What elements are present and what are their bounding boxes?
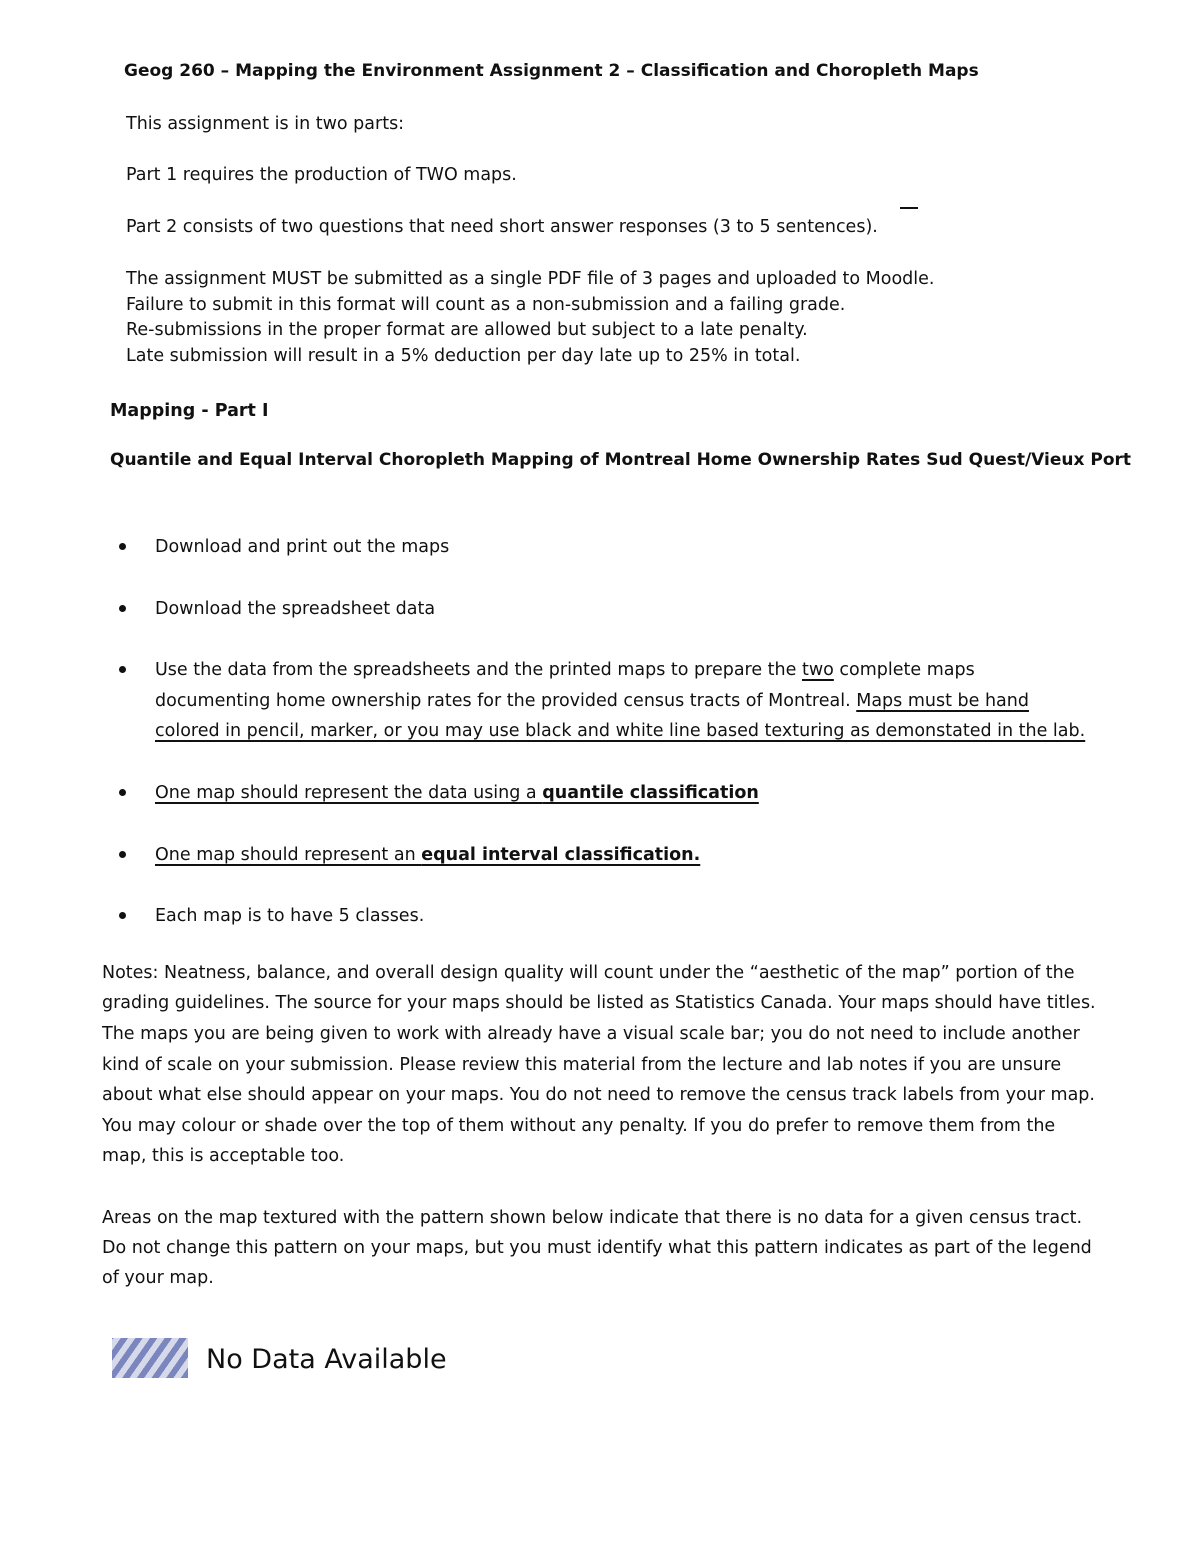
part2-description: Part 2 consists of two questions that need short answer responses (3 to 5 sentences). [126, 217, 878, 237]
bullet-quantile: One map should represent the data using a quantile classification [155, 783, 759, 803]
areas-line: of your map. [102, 1268, 214, 1288]
notes-line: Notes: Neatness, balance, and overall design quality will count under the “aesthetic of the map” portion of the [102, 963, 1075, 983]
bullet-dot [119, 912, 126, 919]
section-subheading: Quantile and Equal Interval Choropleth Mapping of Montreal Home Ownership Rates Sud Quest/Vieux Port [110, 450, 1132, 470]
notes-line: You may colour or shade over the top of them without any penalty. If you do prefer to remove them from the [102, 1116, 1056, 1136]
submission-line-2: Failure to submit in this format will count as a non-submission and a failing grade. [126, 295, 846, 315]
notes-line: kind of scale on your submission. Please review this material from the lecture and lab notes if you are unsure [102, 1055, 1062, 1075]
bullet-download-maps: Download and print out the maps [155, 537, 450, 557]
areas-line: Areas on the map textured with the pattern shown below indicate that there is no data for a given census tract. [102, 1208, 1083, 1228]
notes-line: grading guidelines. The source for your maps should be listed as Statistics Canada. Your maps should have titles. [102, 993, 1096, 1013]
intro-line: This assignment is in two parts: [126, 114, 405, 134]
bullet-download-spreadsheet: Download the spreadsheet data [155, 599, 436, 619]
stray-dash [900, 207, 918, 209]
submission-line-1: The assignment MUST be submitted as a single PDF file of 3 pages and uploaded to Moodle. [126, 269, 935, 289]
notes-line: about what else should appear on your maps. You do not need to remove the census track labels from your map. [102, 1085, 1095, 1105]
submission-line-4: Late submission will result in a 5% deduction per day late up to 25% in total. [126, 346, 801, 366]
notes-line: map, this is acceptable too. [102, 1146, 345, 1166]
no-data-label: No Data Available [206, 1344, 447, 1375]
bullet-dot [119, 789, 126, 796]
bullet-dot [119, 666, 126, 673]
bullet-use-data-line-1: Use the data from the spreadsheets and the printed maps to prepare the two complete maps [155, 660, 975, 680]
notes-line: The maps you are being given to work with already have a visual scale bar; you do not need to include another [102, 1024, 1080, 1044]
document-title: Geog 260 – Mapping the Environment Assignment 2 – Classification and Choropleth Maps [124, 61, 979, 81]
areas-line: Do not change this pattern on your maps, but you must identify what this pattern indicates as part of the legend [102, 1238, 1092, 1258]
no-data-pattern-swatch [112, 1338, 188, 1378]
bullet-dot [119, 543, 126, 550]
bullet-dot [119, 851, 126, 858]
part1-description: Part 1 requires the production of TWO maps. [126, 165, 517, 185]
bullet-use-data-line-3: colored in pencil, marker, or you may use black and white line based texturing as demonstated in the lab. [155, 721, 1086, 741]
section-heading: Mapping - Part I [110, 401, 269, 421]
bullet-dot [119, 605, 126, 612]
bullet-equal-interval: One map should represent an equal interval classification. [155, 845, 701, 865]
bullet-use-data-line-2: documenting home ownership rates for the provided census tracts of Montreal. Maps must be hand [155, 691, 1029, 711]
submission-line-3: Re-submissions in the proper format are allowed but subject to a late penalty. [126, 320, 808, 340]
bullet-five-classes: Each map is to have 5 classes. [155, 906, 425, 926]
